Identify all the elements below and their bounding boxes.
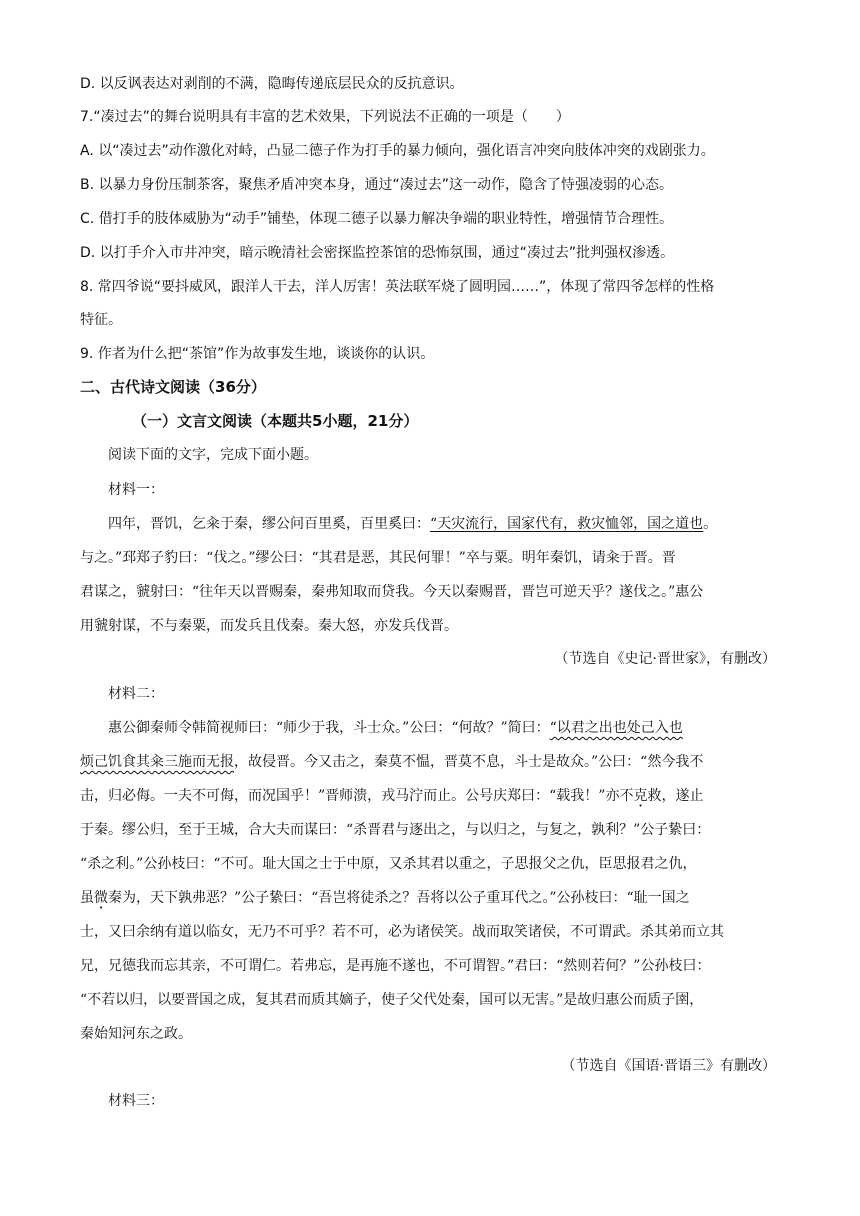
material2-line9: “不若以归，以要晋国之成，复其君而质其嫡子，使子父代处秦，国可以无害。”是故归惠公而质子圉， <box>80 992 704 1008</box>
section-title: 二、古代诗文阅读（36分） <box>80 378 266 396</box>
material2-line6-text-b: 秦为，天下孰弗恶？”公子絷曰：“吾岂将徒杀之？吾将以公子重耳代之。”公孙枝曰：“耻一国之 <box>108 890 690 906</box>
q6-option-d: D. 以反讽表达对剥削的不满，隐晦传递底层民众的反抗意识。 <box>80 76 464 92</box>
q8-stem-line1: 8. 常四爷说“要抖威风，跟洋人干去，洋人厉害！英法联军烧了圆明园……”，体现了常四爷怎样的性格 <box>80 279 715 295</box>
material1-line1-end: 。 <box>703 516 718 532</box>
material2-line2 <box>80 752 703 772</box>
material2-line7: 士，又曰余纳有道以临女，无乃不可乎？若不可，必为诸侯笑。战而取笑诸侯，不可谓武。杀其弟而立其 <box>80 924 724 940</box>
material1-source: （节选自《史记·晋世家》，有删改） <box>554 651 776 667</box>
material1-label: 材料一： <box>108 482 164 498</box>
subsection-title: （一）文言文阅读（本题共5小题，21分） <box>132 412 419 430</box>
dotted-char-wei: 微 <box>94 890 108 906</box>
material2-line8: 兄，兄德我而忘其亲，不可谓仁。若弗忘，是再施不遂也，不可谓智。”君曰：“然则若何？”公孙枝曰： <box>80 958 711 974</box>
q7-stem: 7.“凑过去”的舞台说明具有丰富的艺术效果，下列说法不正确的一项是（ ） <box>80 109 570 125</box>
material2-line6 <box>80 888 690 908</box>
material2-line6-text-a: 虽 <box>80 890 94 906</box>
material2-wavy-sentence-part1: “以君之出也处己入也 <box>549 720 683 736</box>
reading-instruction: 阅读下面的文字，完成下面小题。 <box>108 447 318 463</box>
q7-option-a: A. 以“凑过去”动作激化对峙，凸显二德子作为打手的暴力倾向，强化语言冲突向肢体冲突的戏剧张力。 <box>80 143 715 159</box>
material1-line2: 与之。”邳郑子豹曰：“伐之。”缪公曰：“其君是恶，其民何罪！”卒与粟。明年秦饥，请籴于晋。晋 <box>80 550 676 566</box>
q7-option-d: D. 以打手介入市井冲突，暗示晚清社会密探监控茶馆的恐怖氛围，通过“凑过去”批判强权渗透。 <box>80 245 675 261</box>
material2-label: 材料二： <box>108 686 164 702</box>
material2-line5: “杀之利。”公孙枝曰：“不可。耻大国之士于中原，又杀其君以重之，子思报父之仇，臣思报君之仇， <box>80 856 697 872</box>
material1-line4: 用虢射谋，不与秦粟，而发兵且伐秦。秦大怒，亦发兵伐晋。 <box>80 618 458 634</box>
material1-line1 <box>108 514 717 534</box>
q7-option-b: B. 以暴力身份压制茶客，聚焦矛盾冲突本身，通过“凑过去”这一动作，隐含了恃强凌弱的心态。 <box>80 177 674 193</box>
material2-line3-text-a: 击，归必侮。一夫不可侮，而况国乎！”晋师溃，戎马泞而止。公号庆郑曰：“载我！”亦不 <box>80 788 634 804</box>
material2-line3-text-b: 救，遂止 <box>647 788 704 804</box>
q9-stem: 9. 作者为什么把“茶馆”作为故事发生地，谈谈你的认识。 <box>80 346 435 362</box>
material3-label: 材料三： <box>108 1093 164 1109</box>
material2-wavy-sentence-part2: 烦己饥食其籴三施而无报 <box>80 754 234 770</box>
q8-stem-line2: 特征。 <box>80 312 122 328</box>
material2-line10: 秦始知河东之政。 <box>80 1026 192 1042</box>
material1-underlined-sentence: “天灾流行，国家代有，救灾恤邻，国之道也 <box>430 516 704 532</box>
material1-line3: 君谋之，虢射曰：“往年天以晋赐秦，秦弗知取而贷我。今天以秦赐晋，晋岂可逆天乎？遂伐之。”惠公 <box>80 584 704 600</box>
material2-line1-text: 惠公御秦师令韩简视师曰：“师少于我，斗士众。”公曰：“何故？”简曰： <box>108 720 550 736</box>
material2-line4: 于秦。缪公归，至于王城，合大夫而谋曰：“杀晋君与逐出之，与以归之，与复之，孰利？”公子絷曰： <box>80 822 711 838</box>
material1-line1-text: 四年，晋饥，乞籴于秦，缪公问百里奚，百里奚曰： <box>108 516 430 532</box>
material2-source: （节选自《国语·晋语三》有删改） <box>561 1058 776 1074</box>
material2-line1 <box>108 718 683 738</box>
material2-line3 <box>80 786 703 806</box>
dotted-char-ke: 克 <box>633 788 648 804</box>
q7-option-c: C. 借打手的肢体威胁为“动手”铺垫，体现二德子以暴力解决争端的职业特性，增强情节合理性。 <box>80 211 674 227</box>
material2-line2-text: ，故侵晋。今又击之，秦莫不愠，晋莫不息，斗士是故众。”公曰：“然今我不 <box>234 754 704 770</box>
